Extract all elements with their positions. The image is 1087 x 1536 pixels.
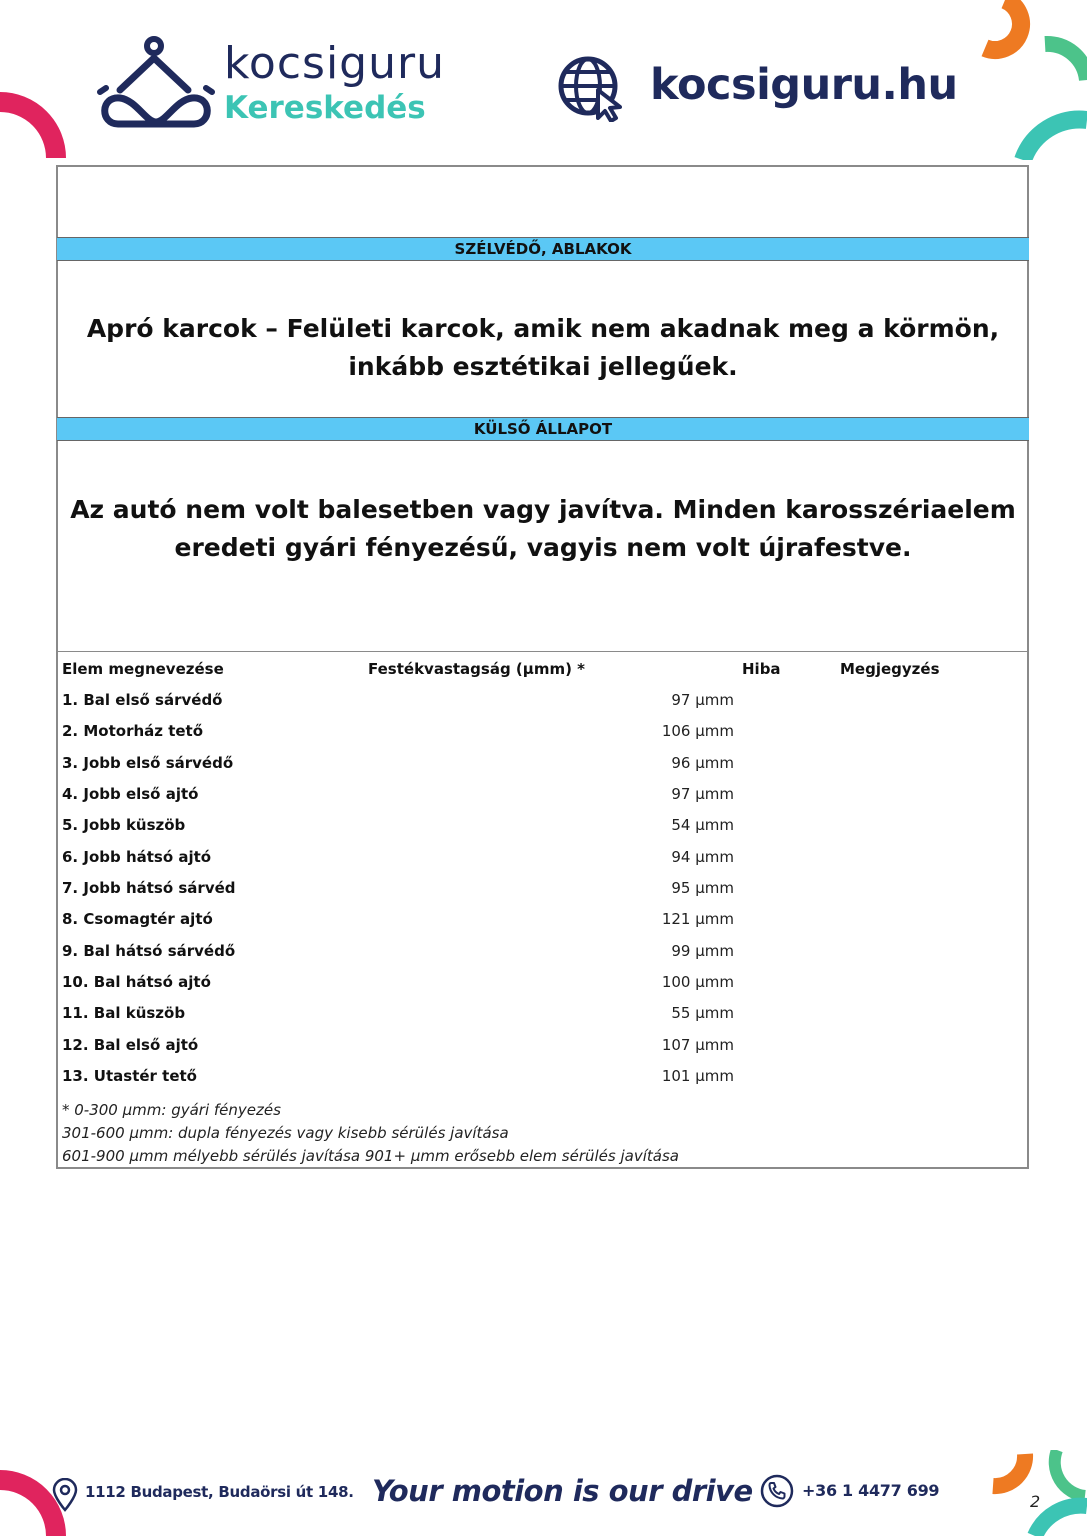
element-name: 5. Jobb küszöb <box>62 816 186 834</box>
element-name: 11. Bal küszöb <box>62 1004 186 1022</box>
logo-subtitle: Kereskedés <box>224 90 426 126</box>
table-row <box>62 879 742 910</box>
table-row <box>62 785 742 816</box>
location-pin-icon <box>52 1478 78 1512</box>
table-row <box>62 816 742 847</box>
paint-thickness: 97 µmm <box>671 785 734 803</box>
footer-address: 1112 Budapest, Budaörsi út 148. <box>85 1483 354 1501</box>
table-row <box>62 691 742 722</box>
windows-statement: Apró karcok – Felületi karcok, amik nem akadnak meg a körmön, inkább esztétikai jellegűek. <box>86 314 1000 381</box>
legend-note: * 0-300 µmm: gyári fényezés <box>62 1101 281 1119</box>
paint-thickness: 100 µmm <box>661 973 734 991</box>
paint-thickness: 121 µmm <box>661 910 734 928</box>
element-name: 6. Jobb hátsó ajtó <box>62 848 212 866</box>
paint-thickness: 94 µmm <box>671 848 734 866</box>
phone-icon <box>760 1474 794 1508</box>
paint-thickness: 96 µmm <box>671 754 734 772</box>
table-row <box>62 754 742 785</box>
element-name: 1. Bal első sárvédő <box>62 691 223 709</box>
footer-slogan: Your motion is our drive <box>372 1474 753 1508</box>
table-row <box>62 722 742 753</box>
column-header-thickness: Festékvastagság (µmm) * <box>368 660 586 678</box>
element-name: 13. Utastér tető <box>62 1067 197 1085</box>
thickness-legend-notes <box>62 1099 679 1168</box>
table-row <box>62 1004 742 1035</box>
table-row <box>62 910 742 941</box>
paint-thickness: 101 µmm <box>661 1067 734 1085</box>
table-row <box>62 1036 742 1067</box>
element-name: 12. Bal első ajtó <box>62 1036 199 1054</box>
column-header-name: Elem megnevezése <box>62 660 224 678</box>
paint-thickness: 95 µmm <box>671 879 734 897</box>
table-row <box>62 848 742 879</box>
element-name: 3. Jobb első sárvédő <box>62 754 234 772</box>
paint-thickness: 106 µmm <box>661 722 734 740</box>
section-header-windows: SZÉLVÉDŐ, ABLAKOK <box>57 237 1029 261</box>
page-number: 2 <box>1030 1492 1041 1511</box>
paint-thickness: 55 µmm <box>671 1004 734 1022</box>
table-row <box>62 973 742 1004</box>
page-header <box>0 0 1087 160</box>
section-header-exterior: KÜLSŐ ÁLLAPOT <box>57 417 1029 441</box>
page-footer <box>0 1450 1087 1536</box>
paint-thickness: 54 µmm <box>671 816 734 834</box>
globe-cursor-icon <box>558 54 626 122</box>
legend-note: 601-900 µmm mélyebb sérülés javítása 901+ µmm erősebb elem sérülés javítása <box>62 1147 679 1165</box>
legend-note: 301-600 µmm: dupla fényezés vagy kisebb sérülés javítása <box>62 1124 509 1142</box>
paint-thickness: 97 µmm <box>671 691 734 709</box>
column-header-defect: Hiba <box>742 660 781 678</box>
element-name: 9. Bal hátsó sárvédő <box>62 942 236 960</box>
table-divider <box>57 651 1029 652</box>
element-name: 7. Jobb hátsó sárvéd <box>62 879 236 897</box>
table-row <box>62 1067 742 1098</box>
element-name: 4. Jobb első ajtó <box>62 785 199 803</box>
element-name: 10. Bal hátsó ajtó <box>62 973 211 991</box>
paint-thickness: 99 µmm <box>671 942 734 960</box>
column-header-note: Megjegyzés <box>840 660 940 678</box>
paint-thickness: 107 µmm <box>661 1036 734 1054</box>
exterior-statement: Az autó nem volt balesetben vagy javítva. Minden karosszériaelem eredeti gyári fényezésű, vagyis nem volt újrafestve. <box>70 495 1016 562</box>
logo-wordmark: kocsiguru <box>224 38 445 89</box>
element-name: 8. Csomagtér ajtó <box>62 910 213 928</box>
element-name: 2. Motorház tető <box>62 722 204 740</box>
footer-phone: +36 1 4477 699 <box>802 1481 940 1500</box>
kocsiguru-logo-icon <box>96 36 216 132</box>
table-row <box>62 942 742 973</box>
website-url: kocsiguru.hu <box>650 60 958 110</box>
